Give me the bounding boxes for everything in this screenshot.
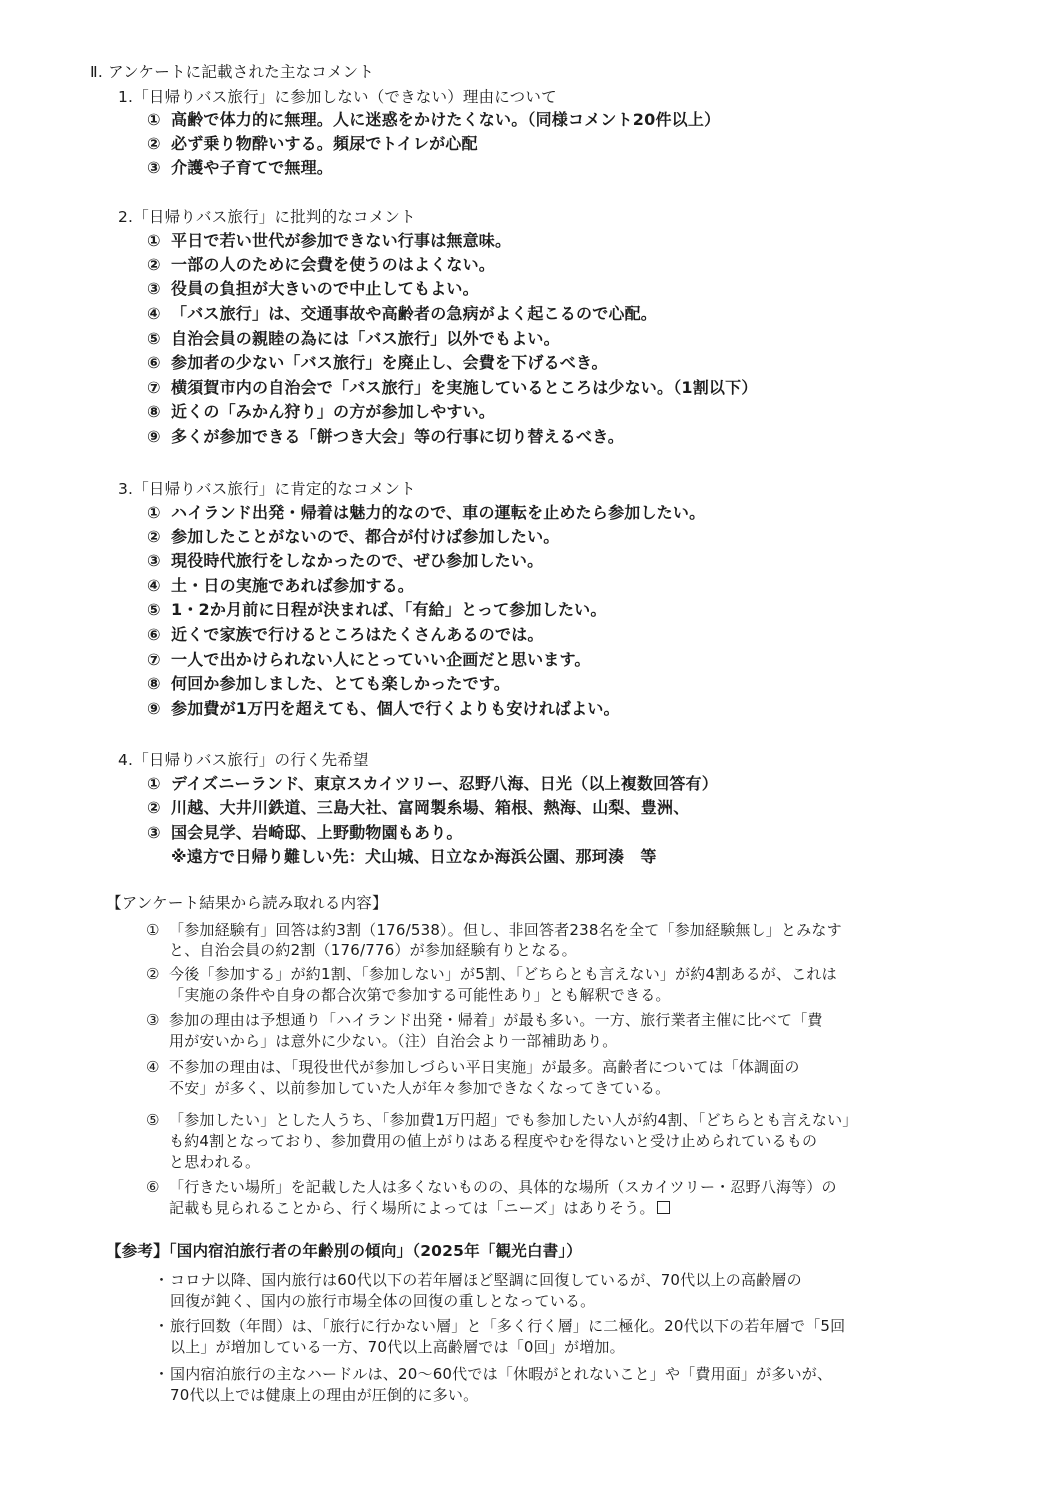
destination-note: ※遠方で日帰り難しい先：犬山城、日立なか海浜公園、那珂湊 等 [171, 847, 657, 866]
item-text: 国会見学、岩崎邸、上野動物園もあり。 [171, 823, 463, 842]
section-title: Ⅱ. アンケートに記載された主なコメント [90, 63, 375, 81]
analysis-text-line: 参加の理由は予想通り「ハイランド出発・帰着」が最も多い。一方、旅行業者主催に比べて「費 [169, 1011, 823, 1029]
item-text: 自治会員の親睦の為には「バス旅行」以外でもよい。 [171, 329, 560, 348]
reference-text-line: 以上」が増加している一方、70代以上高齢層では「0回」が増加。 [170, 1338, 625, 1356]
item-text: 何回か参加しました、とても楽しかったです。 [171, 674, 510, 693]
list-item [147, 648, 591, 672]
item-number: ④ [147, 576, 161, 595]
item-number: ① [147, 774, 161, 793]
analysis-text-line: 「行きたい場所」を記載した人は多くないものの、具体的な場所（スカイツリー・忍野八海等）の [169, 1178, 837, 1196]
group-1-title: 1.「日帰りバス旅行」に参加しない（できない）理由について [118, 88, 557, 106]
item-number: ⑤ [147, 600, 161, 619]
list-item [147, 108, 720, 132]
list-item [147, 501, 705, 525]
item-text: 一部の人のために会費を使うのはよくない。 [171, 255, 496, 274]
analysis-text-line: 「参加経験有」回答は約3割（176/538）。但し、非回答者238名を全て「参加経験無し」とみなす [169, 921, 842, 939]
group-3-title: 3.「日帰りバス旅行」に肯定的なコメント [118, 480, 416, 498]
item-text: 介護や子育てで無理。 [171, 158, 334, 177]
analysis-text-line-last [169, 1196, 670, 1220]
group-4-title: 4.「日帰りバス旅行」の行く先希望 [118, 751, 369, 769]
list-item [147, 229, 511, 253]
item-text: 横須賀市内の自治会で「バス旅行」を実施しているところは少ない。（1割以下） [171, 378, 758, 397]
list-item [147, 156, 333, 180]
analysis-text-line: と思われる。 [169, 1153, 261, 1171]
analysis-text-line: 今後「参加する」が約1割、「参加しない」が5割、「どちらとも言えない」が約4割あるが、これは [169, 965, 837, 983]
list-item [147, 351, 608, 375]
reference-text-line: 回復が鈍く、国内の旅行市場全体の回復の重しとなっている。 [170, 1292, 596, 1310]
item-text: 近くで家族で行けるところはたくさんあるのでは。 [171, 625, 544, 644]
item-text: 土・日の実施であれば参加する。 [171, 576, 415, 595]
item-text: 1・2か月前に日程が決まれば、「有給」とって参加したい。 [171, 600, 607, 619]
reference-text-line: 国内宿泊旅行の主なハードルは、20～60代では「休暇がとれないこと」や「費用面」が多いが、 [170, 1365, 833, 1383]
item-number: ③ [147, 823, 161, 842]
item-number: ② [147, 255, 161, 274]
list-item [147, 598, 607, 622]
bullet-mark: ・ [154, 1317, 170, 1335]
list-item [147, 772, 718, 796]
item-number: ⑦ [147, 378, 161, 397]
list-item [147, 327, 560, 351]
analysis-text-line: 不参加の理由は、「現役世代が参加しづらい平日実施」が最多。高齢者については「体調面の [169, 1058, 800, 1076]
analysis-text-line: 不安」が多く、以前参加していた人が年々参加できなくなってきている。 [169, 1079, 671, 1097]
analysis-text: 記載も見られることから、行く場所によっては「ニーズ」はありそう。 [169, 1199, 655, 1217]
analysis-text-line: と、自治会員の約2割（176/776）が参加経験有りとなる。 [169, 941, 577, 959]
item-number: ⑨ [147, 699, 161, 718]
item-text: ハイランド出発・帰着は魅力的なので、車の運転を止めたら参加したい。 [171, 503, 706, 522]
checkbox-square-icon [657, 1201, 670, 1214]
item-number: ③ [147, 279, 161, 298]
list-item [147, 253, 495, 277]
item-number: ⑦ [147, 650, 161, 669]
list-item [147, 672, 510, 696]
item-number: ⑥ [147, 353, 161, 372]
item-text: 高齢で体力的に無理。人に迷惑をかけたくない。（同様コメント20件以上） [171, 110, 721, 129]
item-text: デイズニーランド、東京スカイツリー、忍野八海、日光（以上複数回答有） [171, 774, 718, 793]
item-number: ① [147, 110, 161, 129]
group-2-title: 2.「日帰りバス旅行」に批判的なコメント [118, 208, 416, 226]
item-number: ④ [147, 304, 161, 323]
list-item [147, 425, 624, 449]
item-number: ⑨ [147, 427, 161, 446]
analysis-item-number: ② [146, 965, 160, 983]
analysis-item-number: ① [146, 921, 160, 939]
item-text: 近くの「みかん狩り」の方が参加しやすい。 [171, 402, 496, 421]
item-number: ⑧ [147, 674, 161, 693]
list-item [147, 796, 689, 820]
reference-title: 【参考】「国内宿泊旅行者の年齢別の傾向」（2025年「観光白書」） [106, 1242, 582, 1260]
list-item [147, 302, 657, 326]
list-item [147, 277, 479, 301]
bullet-mark: ・ [154, 1271, 170, 1289]
list-item [147, 549, 543, 573]
list-item [147, 697, 620, 721]
item-text: 役員の負担が大きいので中止してもよい。 [171, 279, 479, 298]
item-text: 一人で出かけられない人にとっていい企画だと思います。 [171, 650, 591, 669]
item-number: ① [147, 503, 161, 522]
analysis-text-line: も約4割となっており、参加費用の値上がりはある程度やむを得ないと受け止められているもの [169, 1132, 818, 1150]
item-text: 川越、大井川鉄道、三島大社、富岡製糸場、箱根、熱海、山梨、豊洲、 [171, 798, 690, 817]
reference-text-line: コロナ以降、国内旅行は60代以下の若年層ほど堅調に回復しているが、70代以上の高齢層の [170, 1271, 802, 1289]
item-text: 参加費が1万円を超えても、個人で行くよりも安ければよい。 [171, 699, 620, 718]
item-number: ⑥ [147, 625, 161, 644]
item-number: ② [147, 134, 161, 153]
list-item [147, 574, 414, 598]
analysis-item-number: ⑥ [146, 1178, 160, 1196]
list-item [147, 376, 758, 400]
item-number: ② [147, 798, 161, 817]
item-text: 現役時代旅行をしなかったので、ぜひ参加したい。 [171, 551, 544, 570]
item-text: 必ず乗り物酔いする。頻尿でトイレが心配 [171, 134, 478, 153]
list-item [147, 525, 559, 549]
analysis-item-number: ③ [146, 1011, 160, 1029]
analysis-item-number: ⑤ [146, 1111, 160, 1129]
item-text: 平日で若い世代が参加できない行事は無意味。 [171, 231, 512, 250]
bullet-mark: ・ [154, 1365, 170, 1383]
item-number: ③ [147, 158, 161, 177]
analysis-text-line: 「参加したい」とした人うち、「参加費1万円超」でも参加したい人が約4割、「どちらとも言えない」 [169, 1111, 858, 1129]
item-text: 多くが参加できる「餅つき大会」等の行事に切り替えるべき。 [171, 427, 624, 446]
item-number: ③ [147, 551, 161, 570]
analysis-item-number: ④ [146, 1058, 160, 1076]
list-item [147, 623, 544, 647]
list-item [147, 132, 478, 156]
list-item [147, 400, 495, 424]
reference-text-line: 旅行回数（年間）は、「旅行に行かない層」と「多く行く層」に二極化。20代以下の若年層で「5回 [170, 1317, 846, 1335]
analysis-text-line: 用が安いから」は意外に少ない。（注）自治会より一部補助あり。 [169, 1032, 618, 1050]
item-number: ② [147, 527, 161, 546]
item-number: ⑤ [147, 329, 161, 348]
analysis-text-line: 「実施の条件や自身の都合次第で参加する可能性あり」とも解釈できる。 [169, 986, 671, 1004]
reference-text-line: 70代以上では健康上の理由が圧倒的に多い。 [170, 1386, 479, 1404]
analysis-title: 【アンケート結果から読み取れる内容】 [106, 894, 388, 912]
list-item [147, 821, 463, 845]
item-text: 参加者の少ない「バス旅行」を廃止し、会費を下げるべき。 [171, 353, 608, 372]
item-text: 参加したことがないので、都合が付けば参加したい。 [171, 527, 560, 546]
item-number: ① [147, 231, 161, 250]
item-number: ⑧ [147, 402, 161, 421]
item-text: 「バス旅行」は、交通事故や高齢者の急病がよく起こるので心配。 [171, 304, 658, 323]
